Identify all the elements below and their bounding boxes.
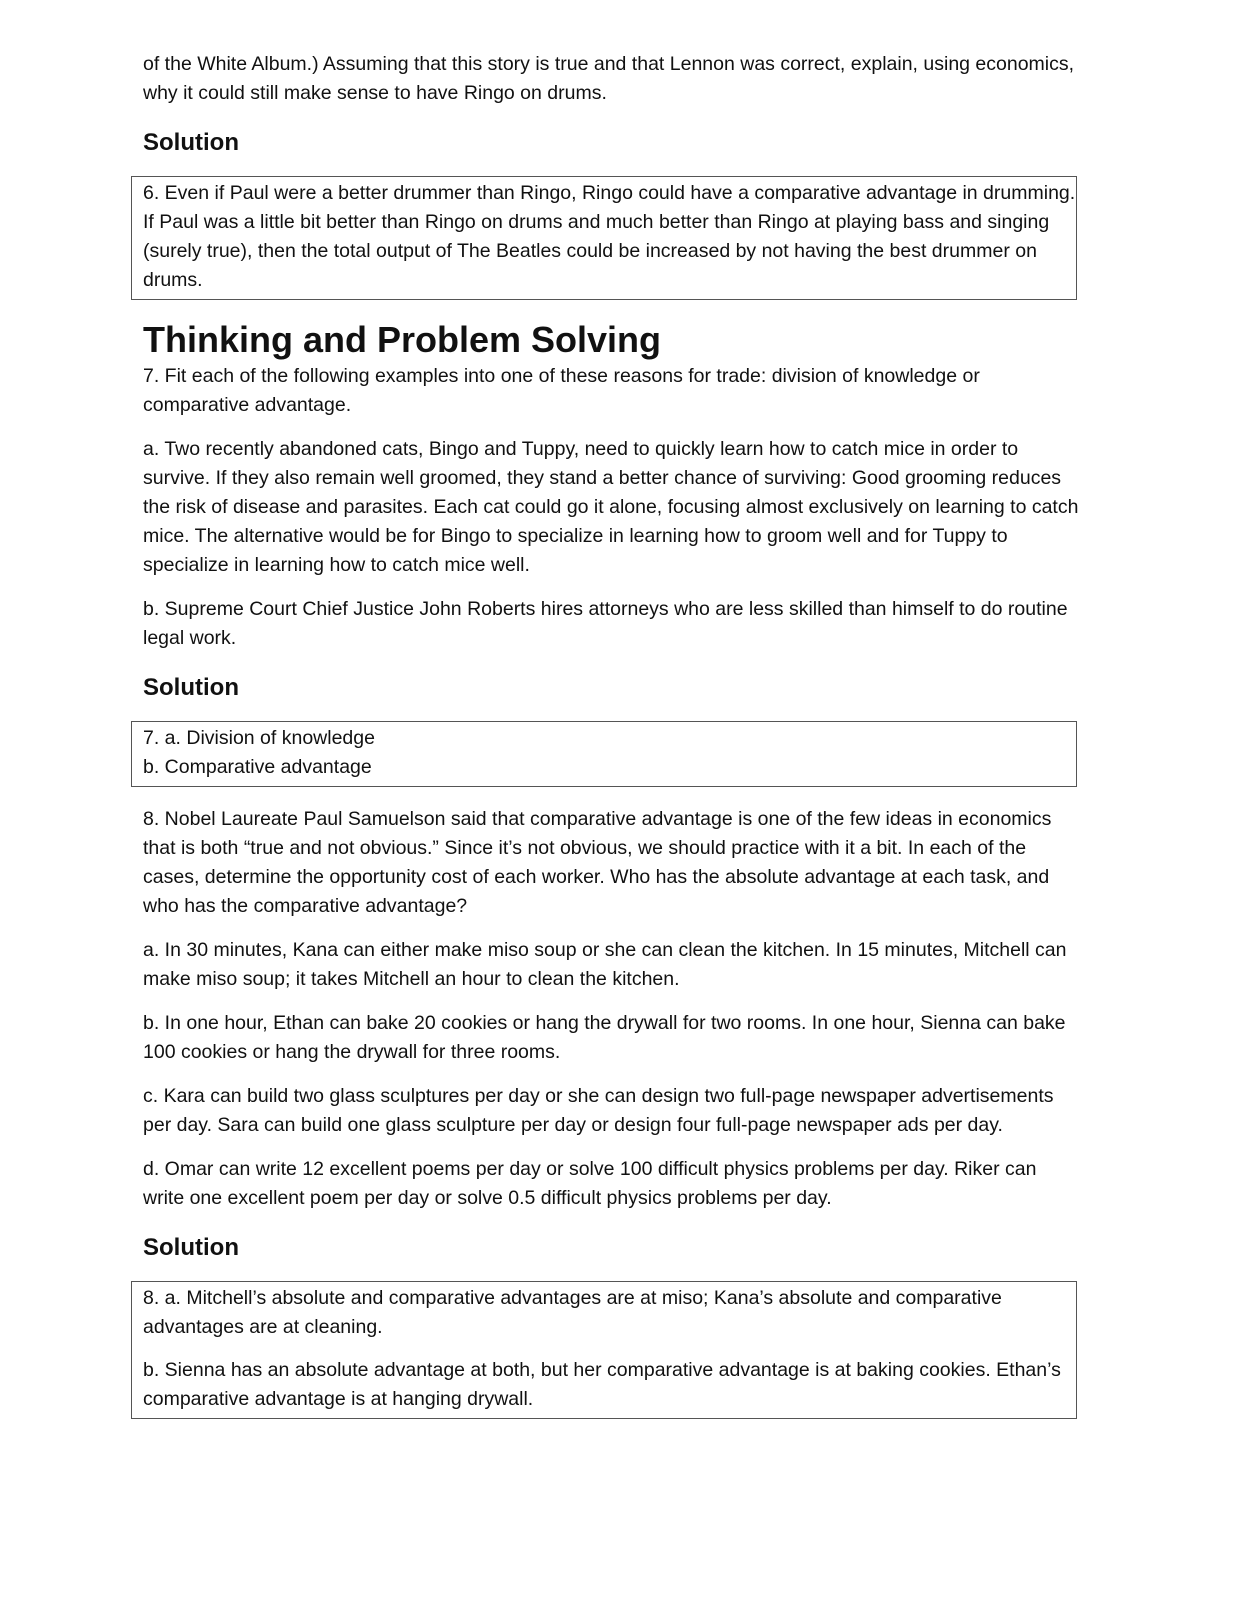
solution-7a: 7. a. Division of knowledge — [143, 727, 375, 749]
document-page — [143, 50, 1083, 1419]
solution-box-8 — [131, 1281, 1077, 1419]
intro-paragraph: of the White Album.) Assuming that this story is true and that Lennon was correct, explain, using economics, why it could still make sense to have Ringo on drums. — [143, 53, 1075, 104]
question-8c: c. Kara can build two glass sculptures per day or she can design two full-page newspaper advertisements per day. Sara can build one glass sculpture per day or design four full-page newspaper ads per day. — [143, 1085, 1054, 1136]
question-7b: b. Supreme Court Chief Justice John Roberts hires attorneys who are less skilled than himself to do routine legal work. — [143, 598, 1068, 649]
solution-box-6 — [131, 176, 1077, 300]
solution-8a: 8. a. Mitchell’s absolute and comparative advantages are at miso; Kana’s absolute and comparative advantages are at cleaning. — [143, 1287, 1002, 1338]
solution-6-text: 6. Even if Paul were a better drummer than Ringo, Ringo could have a comparative advantage in drumming. If Paul was a little bit better than Ringo on drums and much better than Ringo at playing bass and singing (surely true), then the total output of The Beatles could be increased by not having the best drummer on drums. — [143, 182, 1076, 291]
question-8-prompt: 8. Nobel Laureate Paul Samuelson said that comparative advantage is one of the few ideas in economics that is both “true and not obvious.” Since it’s not obvious, we should practice with it a bit. In each of the cases, determine the opportunity cost of each worker. Who has the absolute advantage at each task, and who has the comparative advantage? — [143, 808, 1052, 917]
solution-heading-6: Solution — [143, 129, 239, 156]
question-8a: a. In 30 minutes, Kana can either make miso soup or she can clean the kitchen. In 15 minutes, Mitchell can make miso soup; it takes Mitchell an hour to clean the kitchen. — [143, 939, 1067, 990]
solution-7b: b. Comparative advantage — [143, 756, 372, 778]
solution-8b: b. Sienna has an absolute advantage at both, but her comparative advantage is at baking cookies. Ethan’s comparative advantage is at hanging drywall. — [143, 1359, 1061, 1410]
question-7a: a. Two recently abandoned cats, Bingo and Tuppy, need to quickly learn how to catch mice in order to survive. If they also remain well groomed, they stand a better chance of surviving: Good grooming reduces the risk of disease and parasites. Each cat could go it alone, focusing almost exclusively on learning to catch mice. The alternative would be for Bingo to specialize in learning how to groom well and for Tuppy to specialize in learning how to catch mice well. — [143, 438, 1079, 576]
question-8d: d. Omar can write 12 excellent poems per day or solve 100 difficult physics problems per day. Riker can write one excellent poem per day or solve 0.5 difficult physics problems per day. — [143, 1158, 1037, 1209]
solution-heading-8: Solution — [143, 1234, 239, 1261]
section-title: Thinking and Problem Solving — [143, 319, 662, 360]
question-7-prompt: 7. Fit each of the following examples into one of these reasons for trade: division of knowledge or comparative advantage. — [143, 365, 980, 416]
question-8b: b. In one hour, Ethan can bake 20 cookies or hang the drywall for two rooms. In one hour, Sienna can bake 100 cookies or hang the drywall for three rooms. — [143, 1012, 1066, 1063]
solution-box-7 — [131, 721, 1077, 787]
solution-heading-7: Solution — [143, 674, 239, 701]
